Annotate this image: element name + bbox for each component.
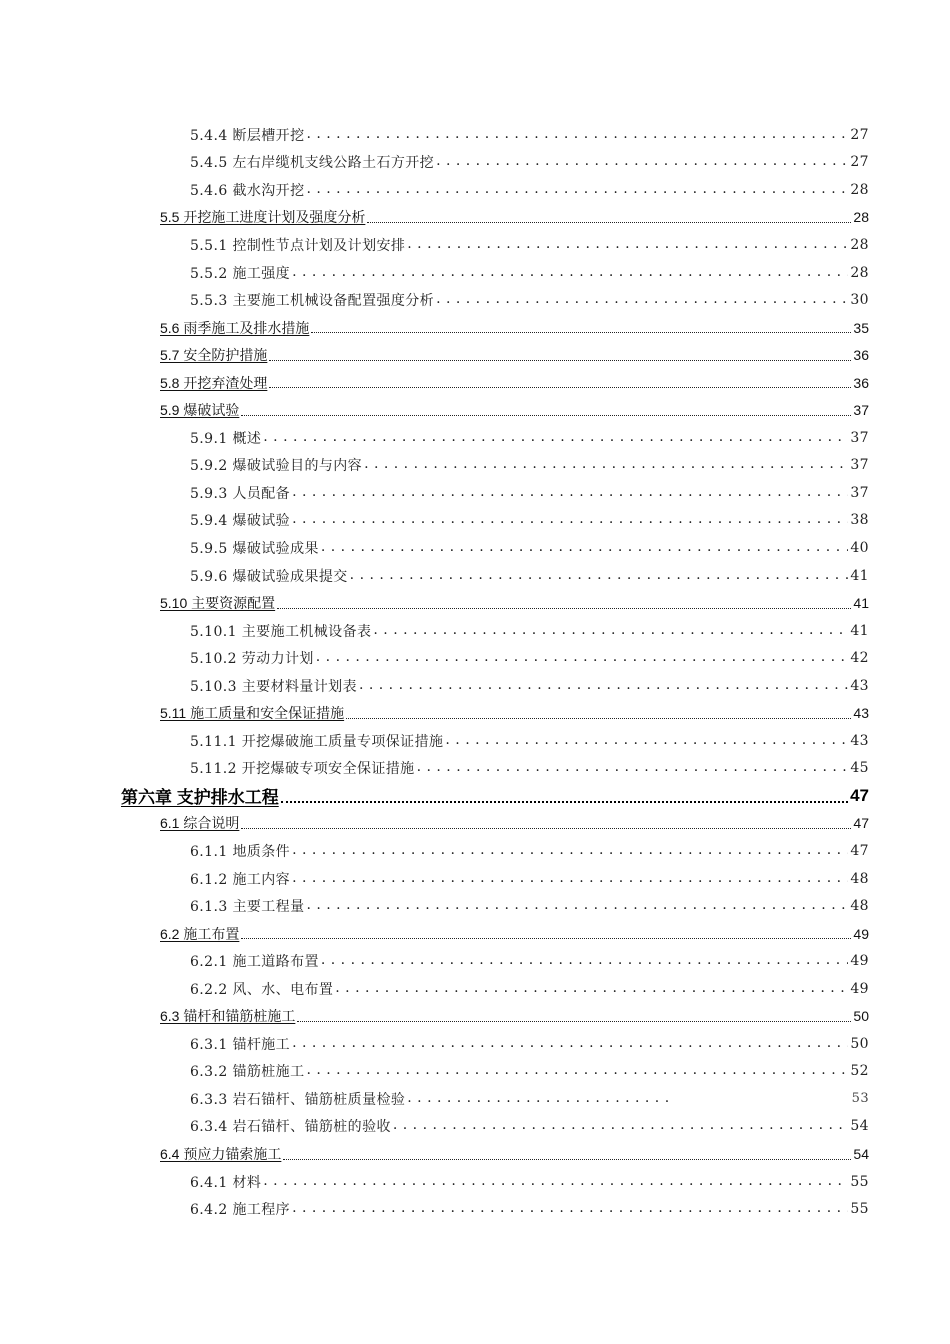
toc-entry-title: 5.7 安全防护措施 bbox=[160, 347, 268, 364]
dot-leader bbox=[417, 761, 849, 775]
toc-entry-title: 5.9 爆破试验 bbox=[160, 402, 240, 419]
toc-entry[interactable] bbox=[0, 672, 869, 700]
toc-page-number: 48 bbox=[850, 870, 869, 887]
toc-entry[interactable] bbox=[0, 396, 869, 424]
toc-entry[interactable] bbox=[0, 1030, 869, 1058]
dot-leader bbox=[292, 1037, 848, 1051]
toc-entry[interactable] bbox=[0, 479, 869, 507]
dot-leader bbox=[283, 1159, 851, 1160]
dot-leader bbox=[292, 844, 848, 858]
toc-entry[interactable] bbox=[0, 810, 869, 838]
toc-page-number: 52 bbox=[850, 1063, 869, 1080]
toc-entry-title: 6.4 预应力锚索施工 bbox=[160, 1146, 282, 1162]
dot-leader bbox=[241, 415, 851, 416]
toc-page-number: 48 bbox=[850, 898, 869, 915]
toc-page-number: 35 bbox=[853, 319, 869, 336]
toc-entry-title: 5.5.1 控制性节点计划及计划安排 bbox=[190, 237, 406, 254]
toc-entry[interactable] bbox=[0, 1195, 869, 1223]
toc-entry[interactable] bbox=[0, 286, 869, 314]
toc-entry[interactable] bbox=[0, 837, 869, 865]
toc-page-number: 43 bbox=[853, 705, 869, 722]
toc-entry-title: 6.4.1 材料 bbox=[190, 1174, 262, 1191]
dot-leader bbox=[269, 360, 851, 361]
dot-leader bbox=[364, 458, 848, 472]
toc-page-number: 47 bbox=[853, 815, 869, 832]
dot-leader bbox=[311, 332, 851, 333]
toc-entry-title: 5.5.2 施工强度 bbox=[190, 265, 291, 282]
dot-leader bbox=[407, 238, 848, 252]
toc-entry-title: 5.11 施工质量和安全保证措施 bbox=[160, 705, 345, 722]
dot-leader bbox=[263, 431, 848, 445]
dot-leader bbox=[436, 155, 848, 169]
dot-leader bbox=[292, 486, 848, 500]
dot-leader bbox=[436, 293, 848, 307]
toc-page-number: 36 bbox=[853, 347, 869, 364]
toc-entry[interactable] bbox=[0, 947, 869, 975]
toc-entry-title: 6.2.2 风、水、电布置 bbox=[190, 981, 334, 998]
toc-entry[interactable] bbox=[0, 1058, 869, 1086]
toc-page-number: 43 bbox=[850, 677, 869, 694]
toc-page-number: 45 bbox=[850, 760, 869, 777]
toc-entry-title: 6.3.3 岩石锚杆、锚筋桩质量检验 bbox=[190, 1091, 406, 1108]
toc-entry[interactable] bbox=[0, 1140, 869, 1168]
toc-page-number: 41 bbox=[850, 567, 869, 584]
toc-entry-title: 5.10.1 主要施工机械设备表 bbox=[190, 623, 372, 640]
dot-leader bbox=[241, 828, 851, 829]
toc-entry-title: 5.10.3 主要材料量计划表 bbox=[190, 678, 357, 695]
toc-entry[interactable] bbox=[0, 369, 869, 397]
toc-entry[interactable] bbox=[0, 782, 869, 810]
toc-page-number: 28 bbox=[850, 181, 869, 198]
toc-page-number: 37 bbox=[850, 457, 869, 474]
toc-page-number: 55 bbox=[850, 1173, 869, 1190]
toc-entry[interactable] bbox=[0, 452, 869, 480]
dot-leader bbox=[350, 569, 849, 583]
toc-entry-title: 6.1.3 主要工程量 bbox=[190, 899, 305, 916]
dot-leader bbox=[306, 1064, 848, 1078]
toc-page-number: 55 bbox=[850, 1201, 869, 1218]
toc-page-number: 28 bbox=[853, 209, 869, 226]
toc-page-number: 37 bbox=[853, 402, 869, 419]
dot-leader bbox=[297, 1021, 851, 1022]
toc-entry[interactable] bbox=[0, 259, 869, 287]
toc-entry-title: 5.11.2 开挖爆破专项安全保证措施 bbox=[190, 761, 415, 778]
toc-entry-title: 5.8 开挖弃渣处理 bbox=[160, 374, 268, 391]
toc-entry-title: 6.3.4 岩石锚杆、锚筋桩的验收 bbox=[190, 1119, 391, 1136]
dot-leader bbox=[346, 718, 851, 719]
dot-leader bbox=[367, 222, 851, 223]
toc-page-number: 50 bbox=[853, 1008, 869, 1025]
dot-leader bbox=[269, 387, 851, 388]
toc-entry[interactable] bbox=[0, 892, 869, 920]
dot-leader bbox=[407, 1092, 675, 1106]
toc-entry[interactable] bbox=[0, 589, 869, 617]
toc-page-number: 43 bbox=[850, 732, 869, 749]
toc-entry[interactable] bbox=[0, 865, 869, 893]
toc-page-number: 27 bbox=[850, 126, 869, 143]
table-of-contents bbox=[0, 121, 950, 1223]
toc-entry-title: 5.9.4 爆破试验 bbox=[190, 513, 291, 530]
toc-entry-title: 6.2.1 施工道路布置 bbox=[190, 954, 319, 971]
dot-leader bbox=[281, 801, 848, 803]
toc-page-number: 49 bbox=[850, 980, 869, 997]
toc-entry[interactable] bbox=[0, 1085, 869, 1113]
dot-leader bbox=[306, 899, 848, 913]
toc-page-number: 37 bbox=[850, 429, 869, 446]
toc-page-number: 49 bbox=[853, 925, 869, 942]
toc-entry-title: 5.10 主要资源配置 bbox=[160, 595, 276, 612]
toc-page-number: 37 bbox=[850, 484, 869, 501]
toc-entry-title: 5.10.2 劳动力计划 bbox=[190, 651, 314, 668]
toc-entry-title: 6.3 锚杆和锚筋桩施工 bbox=[160, 1008, 296, 1025]
toc-page-number: 27 bbox=[850, 154, 869, 171]
toc-entry[interactable] bbox=[0, 644, 869, 672]
toc-page-number: 53 bbox=[851, 1091, 869, 1107]
dot-leader bbox=[292, 872, 848, 886]
toc-entry-title: 5.9.5 爆破试验成果 bbox=[190, 540, 319, 557]
toc-entry[interactable] bbox=[0, 149, 869, 177]
toc-entry[interactable] bbox=[0, 534, 869, 562]
toc-entry-title: 5.5 开挖施工进度计划及强度分析 bbox=[160, 209, 366, 226]
toc-entry[interactable] bbox=[0, 920, 869, 948]
toc-page-number: 54 bbox=[850, 1118, 869, 1135]
toc-entry-title: 5.4.4 断层槽开挖 bbox=[190, 127, 305, 144]
dot-leader bbox=[335, 982, 848, 996]
toc-page-number: 41 bbox=[853, 595, 869, 612]
toc-page-number: 42 bbox=[850, 650, 869, 667]
toc-page-number: 28 bbox=[850, 264, 869, 281]
toc-entry[interactable] bbox=[0, 121, 869, 149]
toc-page-number: 38 bbox=[850, 512, 869, 529]
toc-entry[interactable] bbox=[0, 1113, 869, 1141]
toc-entry-title: 5.4.5 左右岸缆机支线公路土石方开挖 bbox=[190, 155, 435, 172]
toc-entry[interactable] bbox=[0, 176, 869, 204]
dot-leader bbox=[359, 679, 848, 693]
dot-leader bbox=[292, 266, 848, 280]
toc-entry-title: 5.9.2 爆破试验目的与内容 bbox=[190, 458, 363, 475]
dot-leader bbox=[292, 1202, 848, 1216]
toc-entry-title: 5.9.6 爆破试验成果提交 bbox=[190, 568, 348, 585]
toc-entry[interactable] bbox=[0, 507, 869, 535]
toc-entry[interactable] bbox=[0, 975, 869, 1003]
dot-leader bbox=[445, 734, 848, 748]
toc-page-number: 28 bbox=[850, 236, 869, 253]
dot-leader bbox=[316, 651, 849, 665]
toc-page-number: 47 bbox=[850, 842, 869, 859]
toc-entry[interactable] bbox=[0, 562, 869, 590]
toc-entry-title: 5.9.3 人员配备 bbox=[190, 485, 291, 502]
toc-entry[interactable] bbox=[0, 617, 869, 645]
dot-leader bbox=[393, 1119, 849, 1133]
toc-entry-title: 5.5.3 主要施工机械设备配置强度分析 bbox=[190, 293, 435, 310]
toc-entry[interactable] bbox=[0, 204, 869, 232]
toc-entry-title: 5.11.1 开挖爆破施工质量专项保证措施 bbox=[190, 733, 444, 750]
dot-leader bbox=[321, 541, 849, 555]
dot-leader bbox=[373, 624, 848, 638]
toc-entry[interactable] bbox=[0, 699, 869, 727]
toc-page-number: 41 bbox=[850, 622, 869, 639]
toc-entry-title: 6.1 综合说明 bbox=[160, 815, 240, 832]
dot-leader bbox=[263, 1175, 848, 1189]
dot-leader bbox=[292, 513, 848, 527]
toc-entry-title: 6.1.2 施工内容 bbox=[190, 871, 291, 888]
toc-entry-title: 5.6 雨季施工及排水措施 bbox=[160, 319, 310, 336]
toc-entry[interactable] bbox=[0, 755, 869, 783]
toc-page-number: 54 bbox=[853, 1146, 869, 1162]
toc-entry-title: 6.3.1 锚杆施工 bbox=[190, 1036, 291, 1053]
toc-page-number: 40 bbox=[850, 539, 869, 556]
toc-entry[interactable] bbox=[0, 1003, 869, 1031]
toc-entry-title: 6.1.1 地质条件 bbox=[190, 843, 291, 860]
toc-page-number: 30 bbox=[850, 292, 869, 309]
dot-leader bbox=[241, 938, 851, 939]
toc-entry[interactable] bbox=[0, 727, 869, 755]
toc-entry-title: 第六章 支护排水工程 bbox=[121, 788, 279, 808]
toc-entry-title: 6.2 施工布置 bbox=[160, 925, 240, 942]
dot-leader bbox=[306, 128, 848, 142]
toc-page-number: 47 bbox=[850, 785, 869, 805]
toc-page-number: 36 bbox=[853, 374, 869, 391]
dot-leader bbox=[321, 954, 849, 968]
toc-entry[interactable] bbox=[0, 1168, 869, 1196]
toc-entry[interactable] bbox=[0, 424, 869, 452]
toc-page-number: 49 bbox=[850, 953, 869, 970]
dot-leader bbox=[306, 183, 848, 197]
toc-entry[interactable] bbox=[0, 314, 869, 342]
dot-leader bbox=[277, 608, 851, 609]
toc-entry[interactable] bbox=[0, 341, 869, 369]
toc-entry-title: 5.9.1 概述 bbox=[190, 430, 262, 447]
toc-entry-title: 6.4.2 施工程序 bbox=[190, 1202, 291, 1219]
toc-entry[interactable] bbox=[0, 231, 869, 259]
toc-entry-title: 6.3.2 锚筋桩施工 bbox=[190, 1064, 305, 1081]
toc-page-number: 50 bbox=[850, 1035, 869, 1052]
toc-entry-title: 5.4.6 截水沟开挖 bbox=[190, 182, 305, 199]
